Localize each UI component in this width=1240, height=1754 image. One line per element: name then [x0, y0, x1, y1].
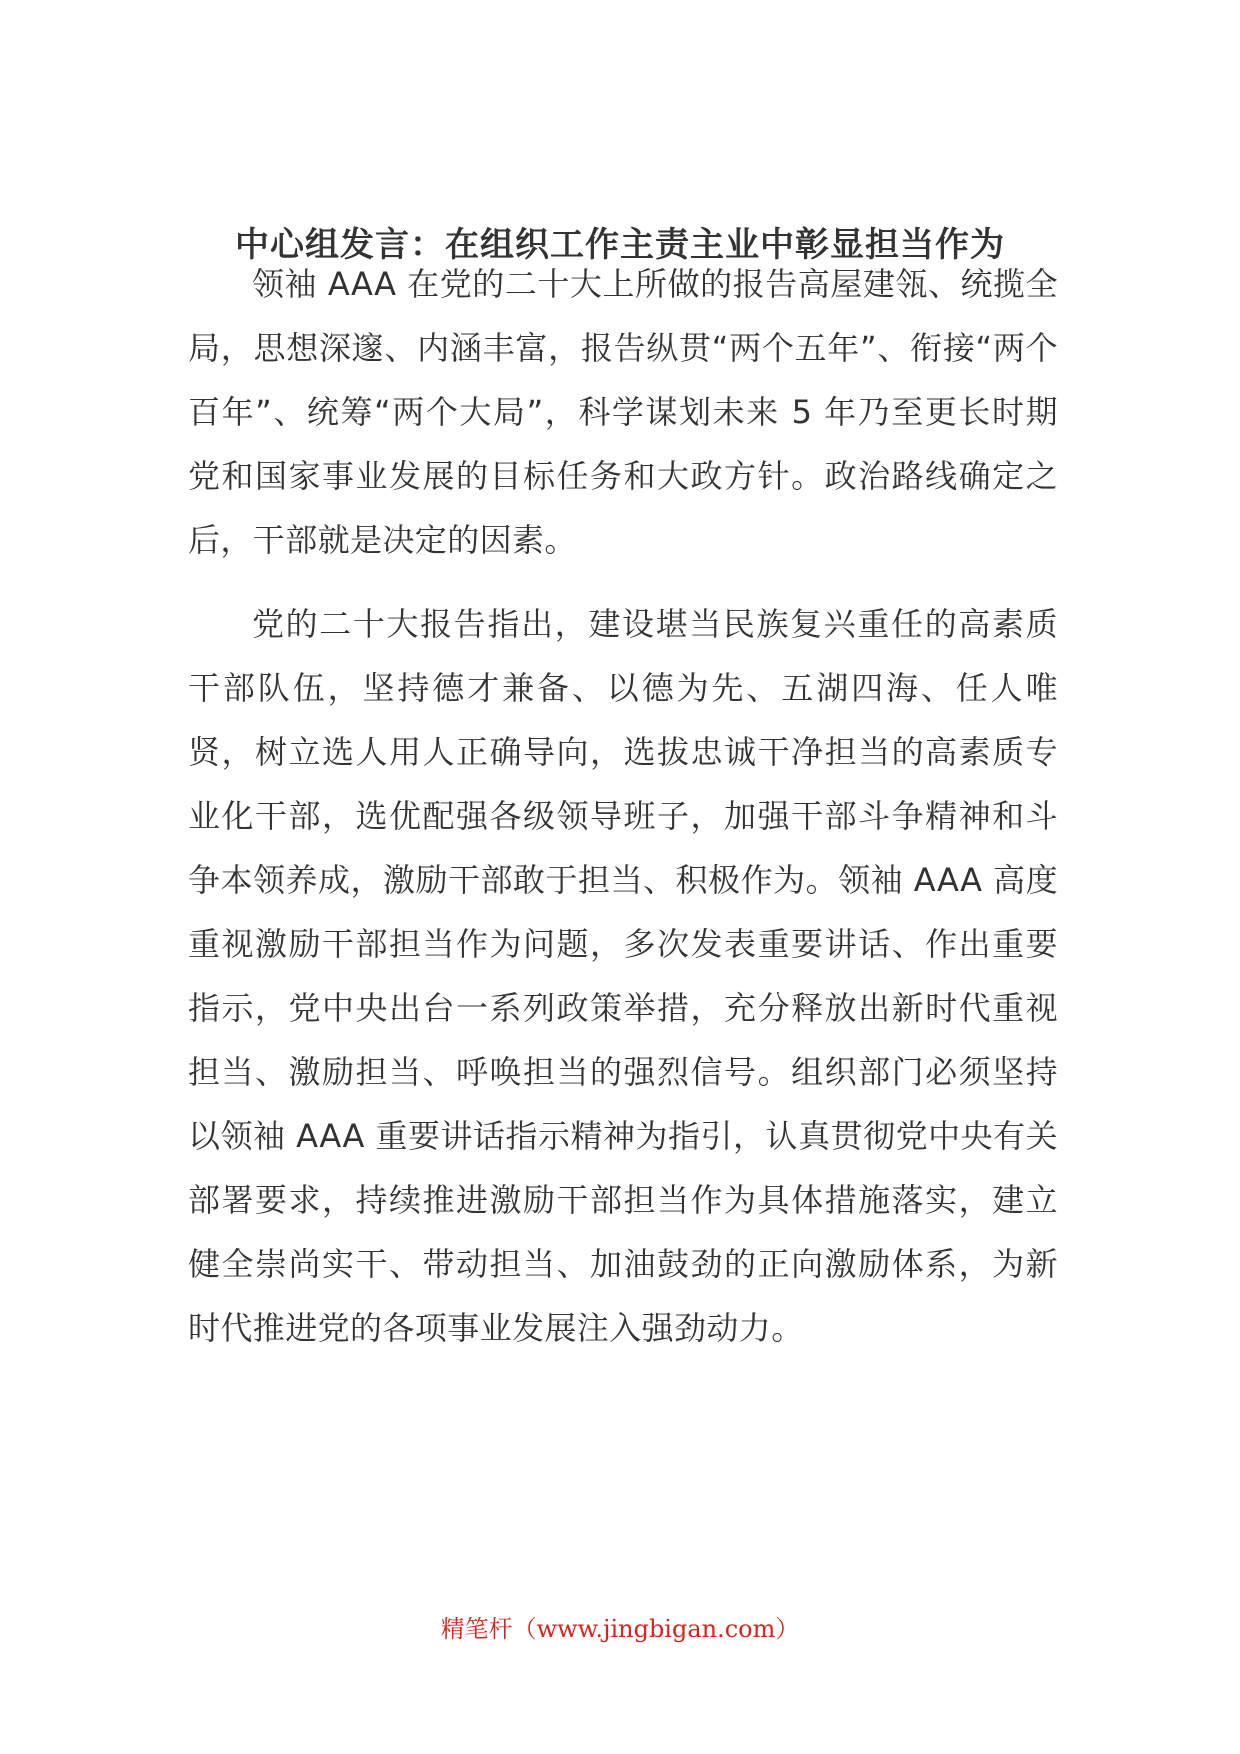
document-title: 中心组发言：在组织工作主责主业中彰显担当作为	[235, 224, 1005, 265]
paragraph: 党的二十大报告指出，建设堪当民族复兴重任的高素质干部队伍，坚持德才兼备、以德为先、五湖四海、任人唯贤，树立选人用人正确导向，选拔忠诚干净担当的高素质专业化干部，选优配强各级领导班子，加强干部斗争精神和斗争本领养成，激励干部敢于担当、积极作为。领袖 AAA 高度重视激励干部担当作为问题，多次发表重要讲话、作出重要指示，党中央出台一系列政策举措，充分释放出新时代重视担当、激励担当、呼唤担当的强烈信号。组织部门必须坚持以领袖 AAA 重要讲话指示精神为指引，认真贯彻党中央有关部署要求，持续推进激励干部担当作为具体措施落实，建立健全崇尚实干、带动担当、加油鼓劲的正向激励体系，为新时代推进党的各项事业发展注入强劲动力。	[188, 605, 1058, 1347]
footer-watermark: 精笔杆（www.jingbigan.com）	[440, 1615, 800, 1643]
paragraph: 领袖 AAA 在党的二十大上所做的报告高屋建瓴、统揽全局，思想深邃、内涵丰富，报告纵贯“两个五年”、衔接“两个百年”、统筹“两个大局”，科学谋划未来 5 年乃至更长时期党和国家事业发展的目标任务和大政方针。政治路线确定之后，干部就是决定的因素。	[188, 265, 1058, 559]
document-body	[188, 252, 1058, 1360]
